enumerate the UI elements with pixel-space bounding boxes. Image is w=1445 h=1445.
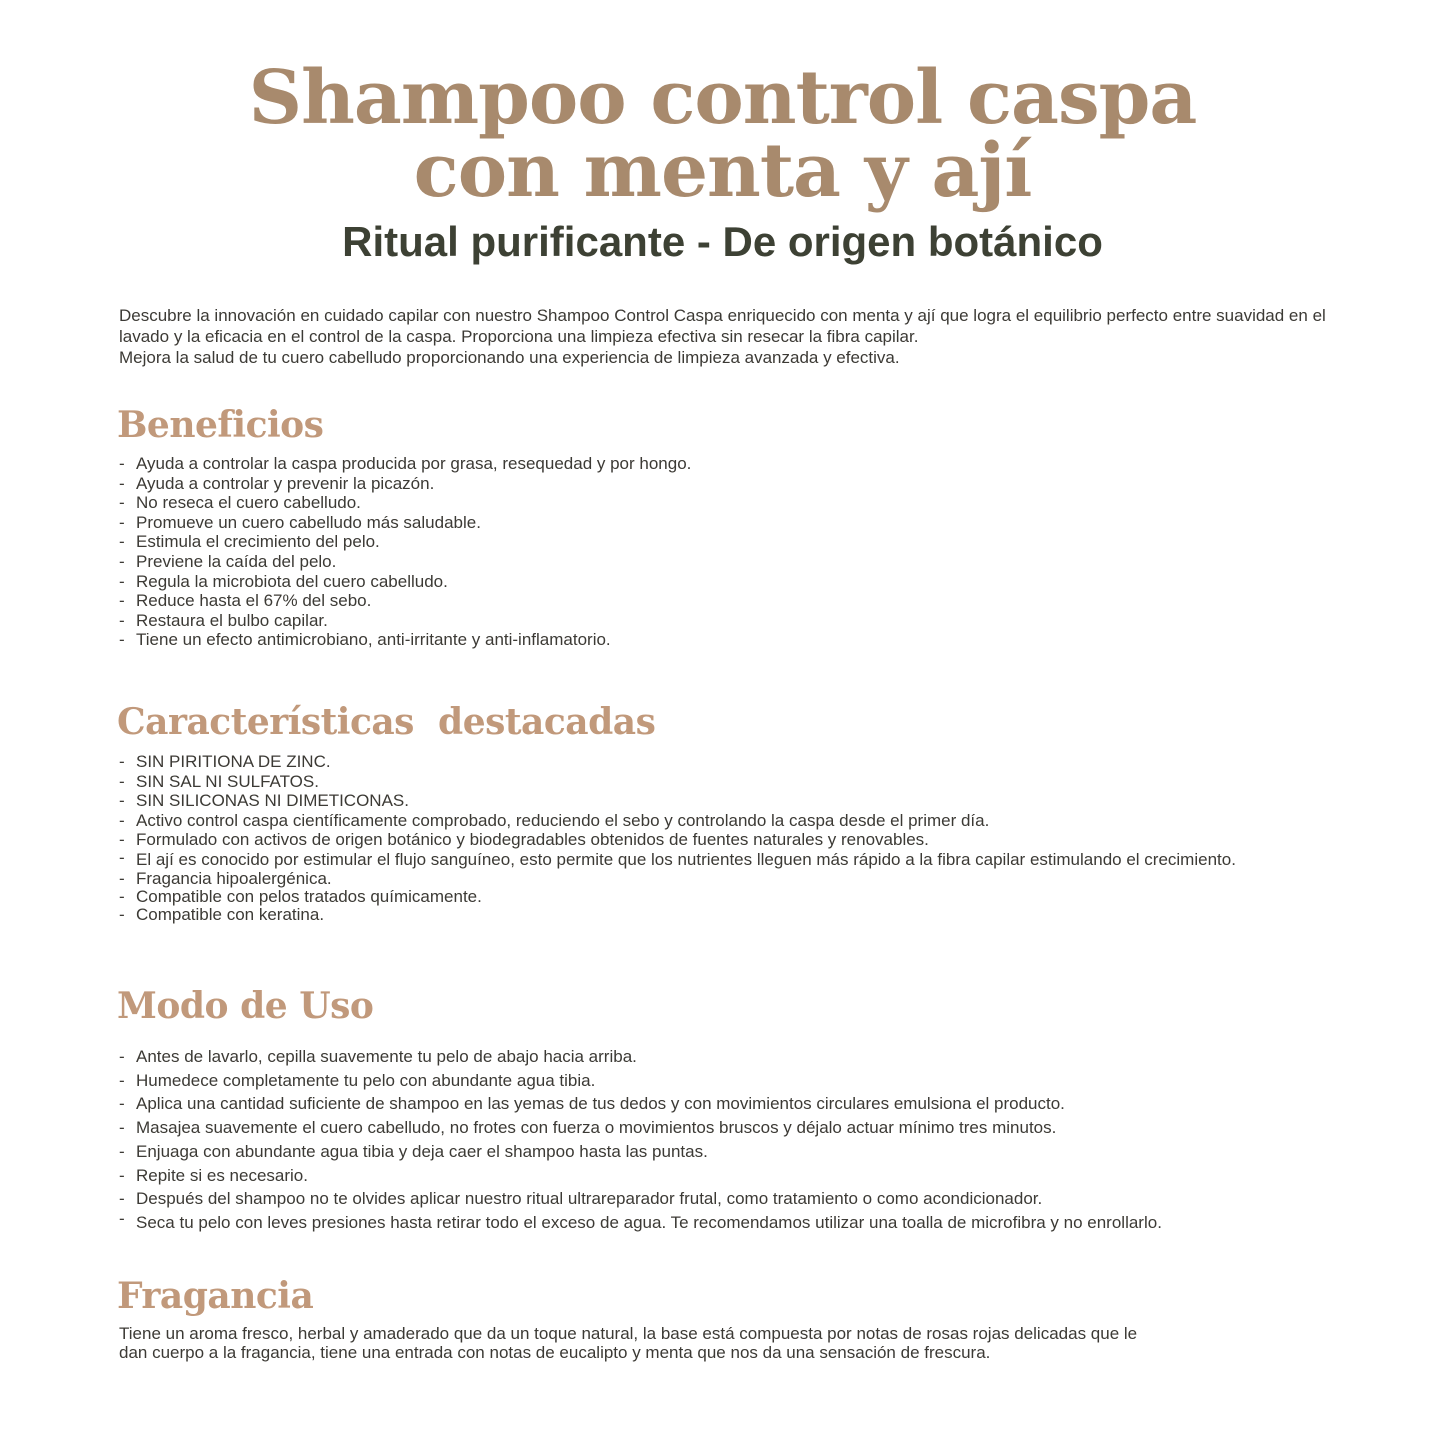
- list-item: - Compatible con pelos tratados químicamente.: [119, 888, 1239, 906]
- intro-paragraph: Mejora la salud de tu cuero cabelludo proporcionando una experiencia de limpieza avanzada y efectiva.: [119, 348, 900, 367]
- list-item: - Tiene un efecto antimicrobiano, anti-irritante y anti-inflamatorio.: [119, 630, 1319, 650]
- list-item: - Compatible con keratina.: [119, 906, 1239, 924]
- usage-list: [119, 1045, 1169, 1231]
- fragrance-heading: Fragancia: [117, 1275, 314, 1317]
- benefits-list: [119, 454, 1319, 650]
- list-item: - Repite si es necesario.: [119, 1164, 1169, 1188]
- list-item: - El ají es conocido por estimular el flujo sanguíneo, esto permite que los nutrientes lleguen más rápido a la fibra capilar estimulando el crecimiento.: [119, 850, 1239, 870]
- features-heading: Características destacadas: [117, 701, 656, 743]
- list-item: - Restaura el bulbo capilar.: [119, 611, 1319, 631]
- page-title-line-1: Shampoo control caspa: [248, 55, 1197, 141]
- list-item: - Humedece completamente tu pelo con abundante agua tibia.: [119, 1069, 1169, 1093]
- list-item: - Activo control caspa científicamente comprobado, reduciendo el sebo y controlando la caspa desde el primer día.: [119, 811, 1239, 831]
- list-item: - SIN SAL NI SULFATOS.: [119, 772, 1239, 792]
- list-item: - Masajea suavemente el cuero cabelludo, no frotes con fuerza o movimientos bruscos y déjalo actuar mínimo tres minutos.: [119, 1116, 1169, 1140]
- list-item: - Después del shampoo no te olvides aplicar nuestro ritual ultrareparador frutal, como tratamiento o como acondicionador.: [119, 1187, 1169, 1211]
- benefits-heading: Beneficios: [117, 404, 324, 446]
- list-item: - Ayuda a controlar y prevenir la picazón.: [119, 474, 1319, 494]
- list-item: - Estimula el crecimiento del pelo.: [119, 532, 1319, 552]
- usage-heading: Modo de Uso: [117, 985, 374, 1027]
- list-item: - Promueve un cuero cabelludo más saludable.: [119, 513, 1319, 533]
- list-item: - Ayuda a controlar la caspa producida por grasa, resequedad y por hongo.: [119, 454, 1319, 474]
- list-item: - Regula la microbiota del cuero cabelludo.: [119, 572, 1319, 592]
- list-item: - Fragancia hipoalergénica.: [119, 870, 1239, 888]
- list-item: - Aplica una cantidad suficiente de shampoo en las yemas de tus dedos y con movimientos circulares emulsiona el producto.: [119, 1092, 1169, 1116]
- page-title-line-2: con menta y ají: [413, 128, 1032, 214]
- page-subtitle: Ritual purificante - De origen botánico: [342, 218, 1103, 265]
- list-item: - Enjuaga con abundante agua tibia y deja caer el shampoo hasta las puntas.: [119, 1140, 1169, 1164]
- list-item: - SIN SILICONAS NI DIMETICONAS.: [119, 791, 1239, 811]
- list-item: - SIN PIRITIONA DE ZINC.: [119, 752, 1239, 772]
- list-item: - Antes de lavarlo, cepilla suavemente tu pelo de abajo hacia arriba.: [119, 1045, 1169, 1069]
- list-item: - Seca tu pelo con leves presiones hasta retirar todo el exceso de agua. Te recomendamos utilizar una toalla de microfibra y no enrollarlo.: [119, 1211, 1169, 1231]
- list-item: - No reseca el cuero cabelludo.: [119, 493, 1319, 513]
- intro-paragraph: Descubre la innovación en cuidado capilar con nuestro Shampoo Control Caspa enriquecido con menta y ají que logra el equilibrio perfecto entre suavidad en el lavado y la eficacia en el control de la caspa. Proporciona una limpieza efectiva sin resecar la fibra capilar.: [119, 306, 1326, 346]
- features-list: [119, 752, 1239, 924]
- list-item: - Previene la caída del pelo.: [119, 552, 1319, 572]
- fragrance-description: Tiene un aroma fresco, herbal y amaderado que da un toque natural, la base está compuesta por notas de rosas rojas delicadas que le dan cuerpo a la fragancia, tiene una entrada con notas de eucalipto y menta que nos da una sensación de frescura.: [119, 1324, 1138, 1362]
- list-item: - Reduce hasta el 67% del sebo.: [119, 591, 1319, 611]
- list-item: - Formulado con activos de origen botánico y biodegradables obtenidos de fuentes naturales y renovables.: [119, 830, 1239, 850]
- intro-section: [119, 305, 1334, 368]
